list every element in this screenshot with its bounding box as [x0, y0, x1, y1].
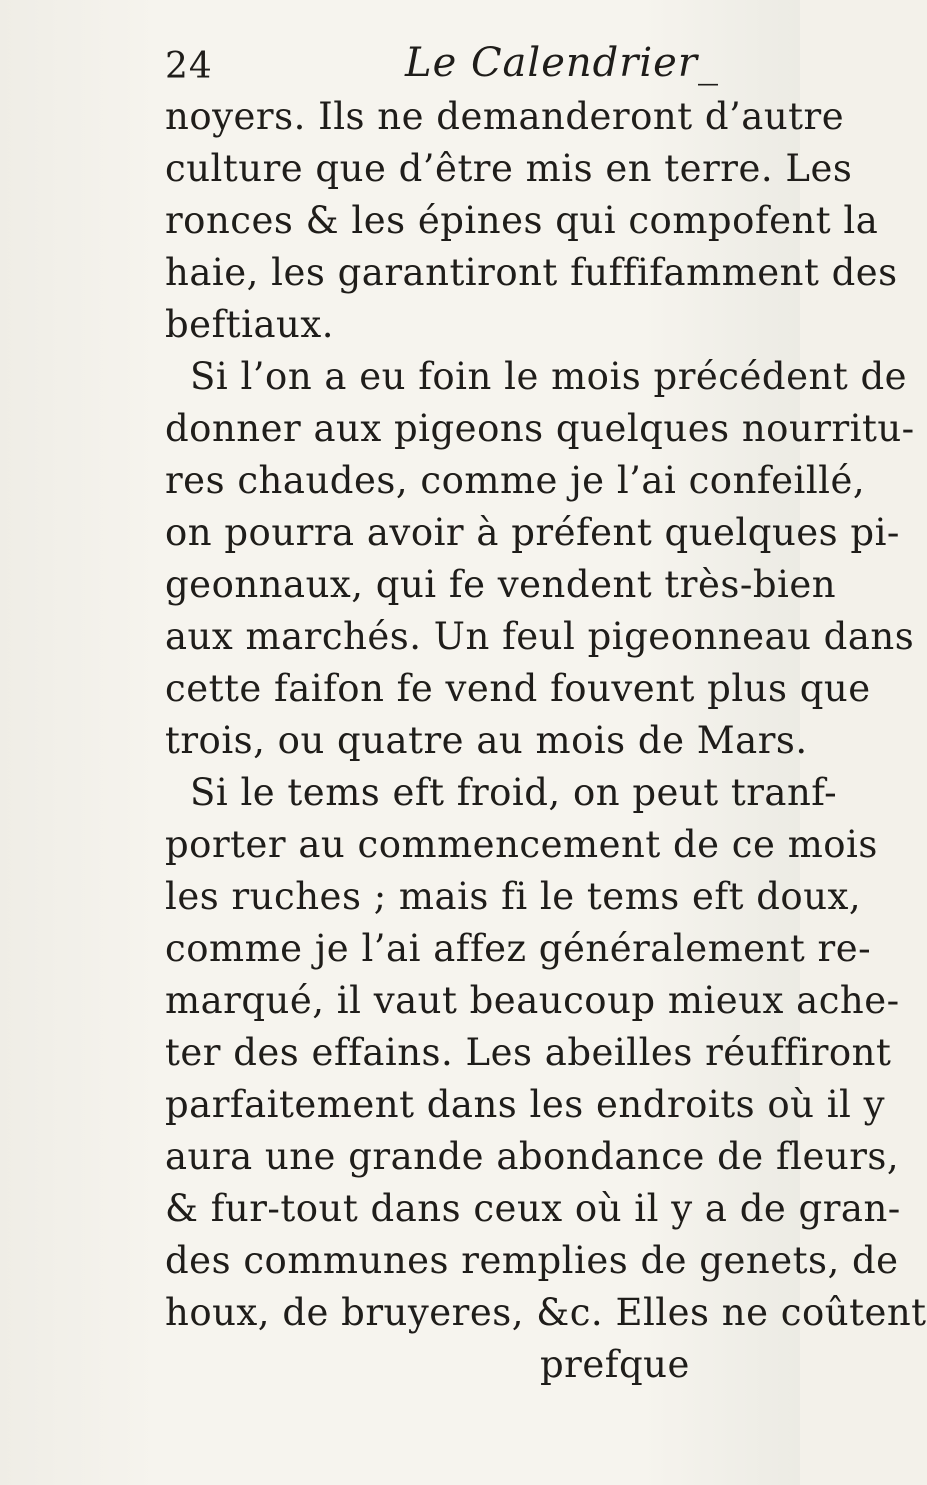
text-line: beftiaux. [165, 303, 334, 346]
text-line: parfaitement dans les endroits où il y [165, 1083, 886, 1126]
text-line: geonnaux, qui fe vendent très-bien [165, 563, 837, 606]
text-line: res chaudes, comme je l’ai confeillé, [165, 459, 866, 502]
text-line: on pourra avoir à préfent quelques pi- [165, 511, 900, 554]
text-line: noyers. Ils ne demanderont d’autre [165, 95, 845, 138]
text-line: cette faifon fe vend fouvent plus que [165, 667, 871, 710]
page-number: 24 [165, 46, 213, 87]
text-line: Si le tems eft froid, on peut tranf- [190, 771, 838, 814]
text-line: donner aux pigeons quelques nourritu- [165, 407, 915, 450]
running-title: Le Calendrier_ [405, 40, 719, 86]
text-line: haie, les garantiront fuffifamment des [165, 251, 898, 294]
text-line: Si l’on a eu foin le mois précédent de [190, 355, 908, 398]
text-line: trois, ou quatre au mois de Mars. [165, 719, 808, 762]
text-line: les ruches ; mais fi le tems eft doux, [165, 875, 862, 918]
text-line: ter des effains. Les abeilles réuffiront [165, 1031, 892, 1074]
text-line: aura une grande abondance de fleurs, [165, 1135, 900, 1178]
text-line: marqué, il vaut beaucoup mieux ache- [165, 979, 900, 1022]
text-line: comme je l’ai affez généralement re- [165, 927, 872, 970]
text-line: culture que d’être mis en terre. Les [165, 147, 853, 190]
catchword: prefque [540, 1343, 690, 1386]
text-line: & fur-tout dans ceux où il y a de gran- [165, 1187, 901, 1230]
text-line: ronces & les épines qui compofent la [165, 199, 879, 242]
text-line: houx, de bruyeres, &c. Elles ne coûtent [165, 1291, 927, 1334]
text-line: porter au commencement de ce mois [165, 823, 878, 866]
text-line: des communes remplies de genets, de [165, 1239, 899, 1282]
text-line: aux marchés. Un feul pigeonneau dans [165, 615, 915, 658]
page-header [155, 40, 755, 100]
